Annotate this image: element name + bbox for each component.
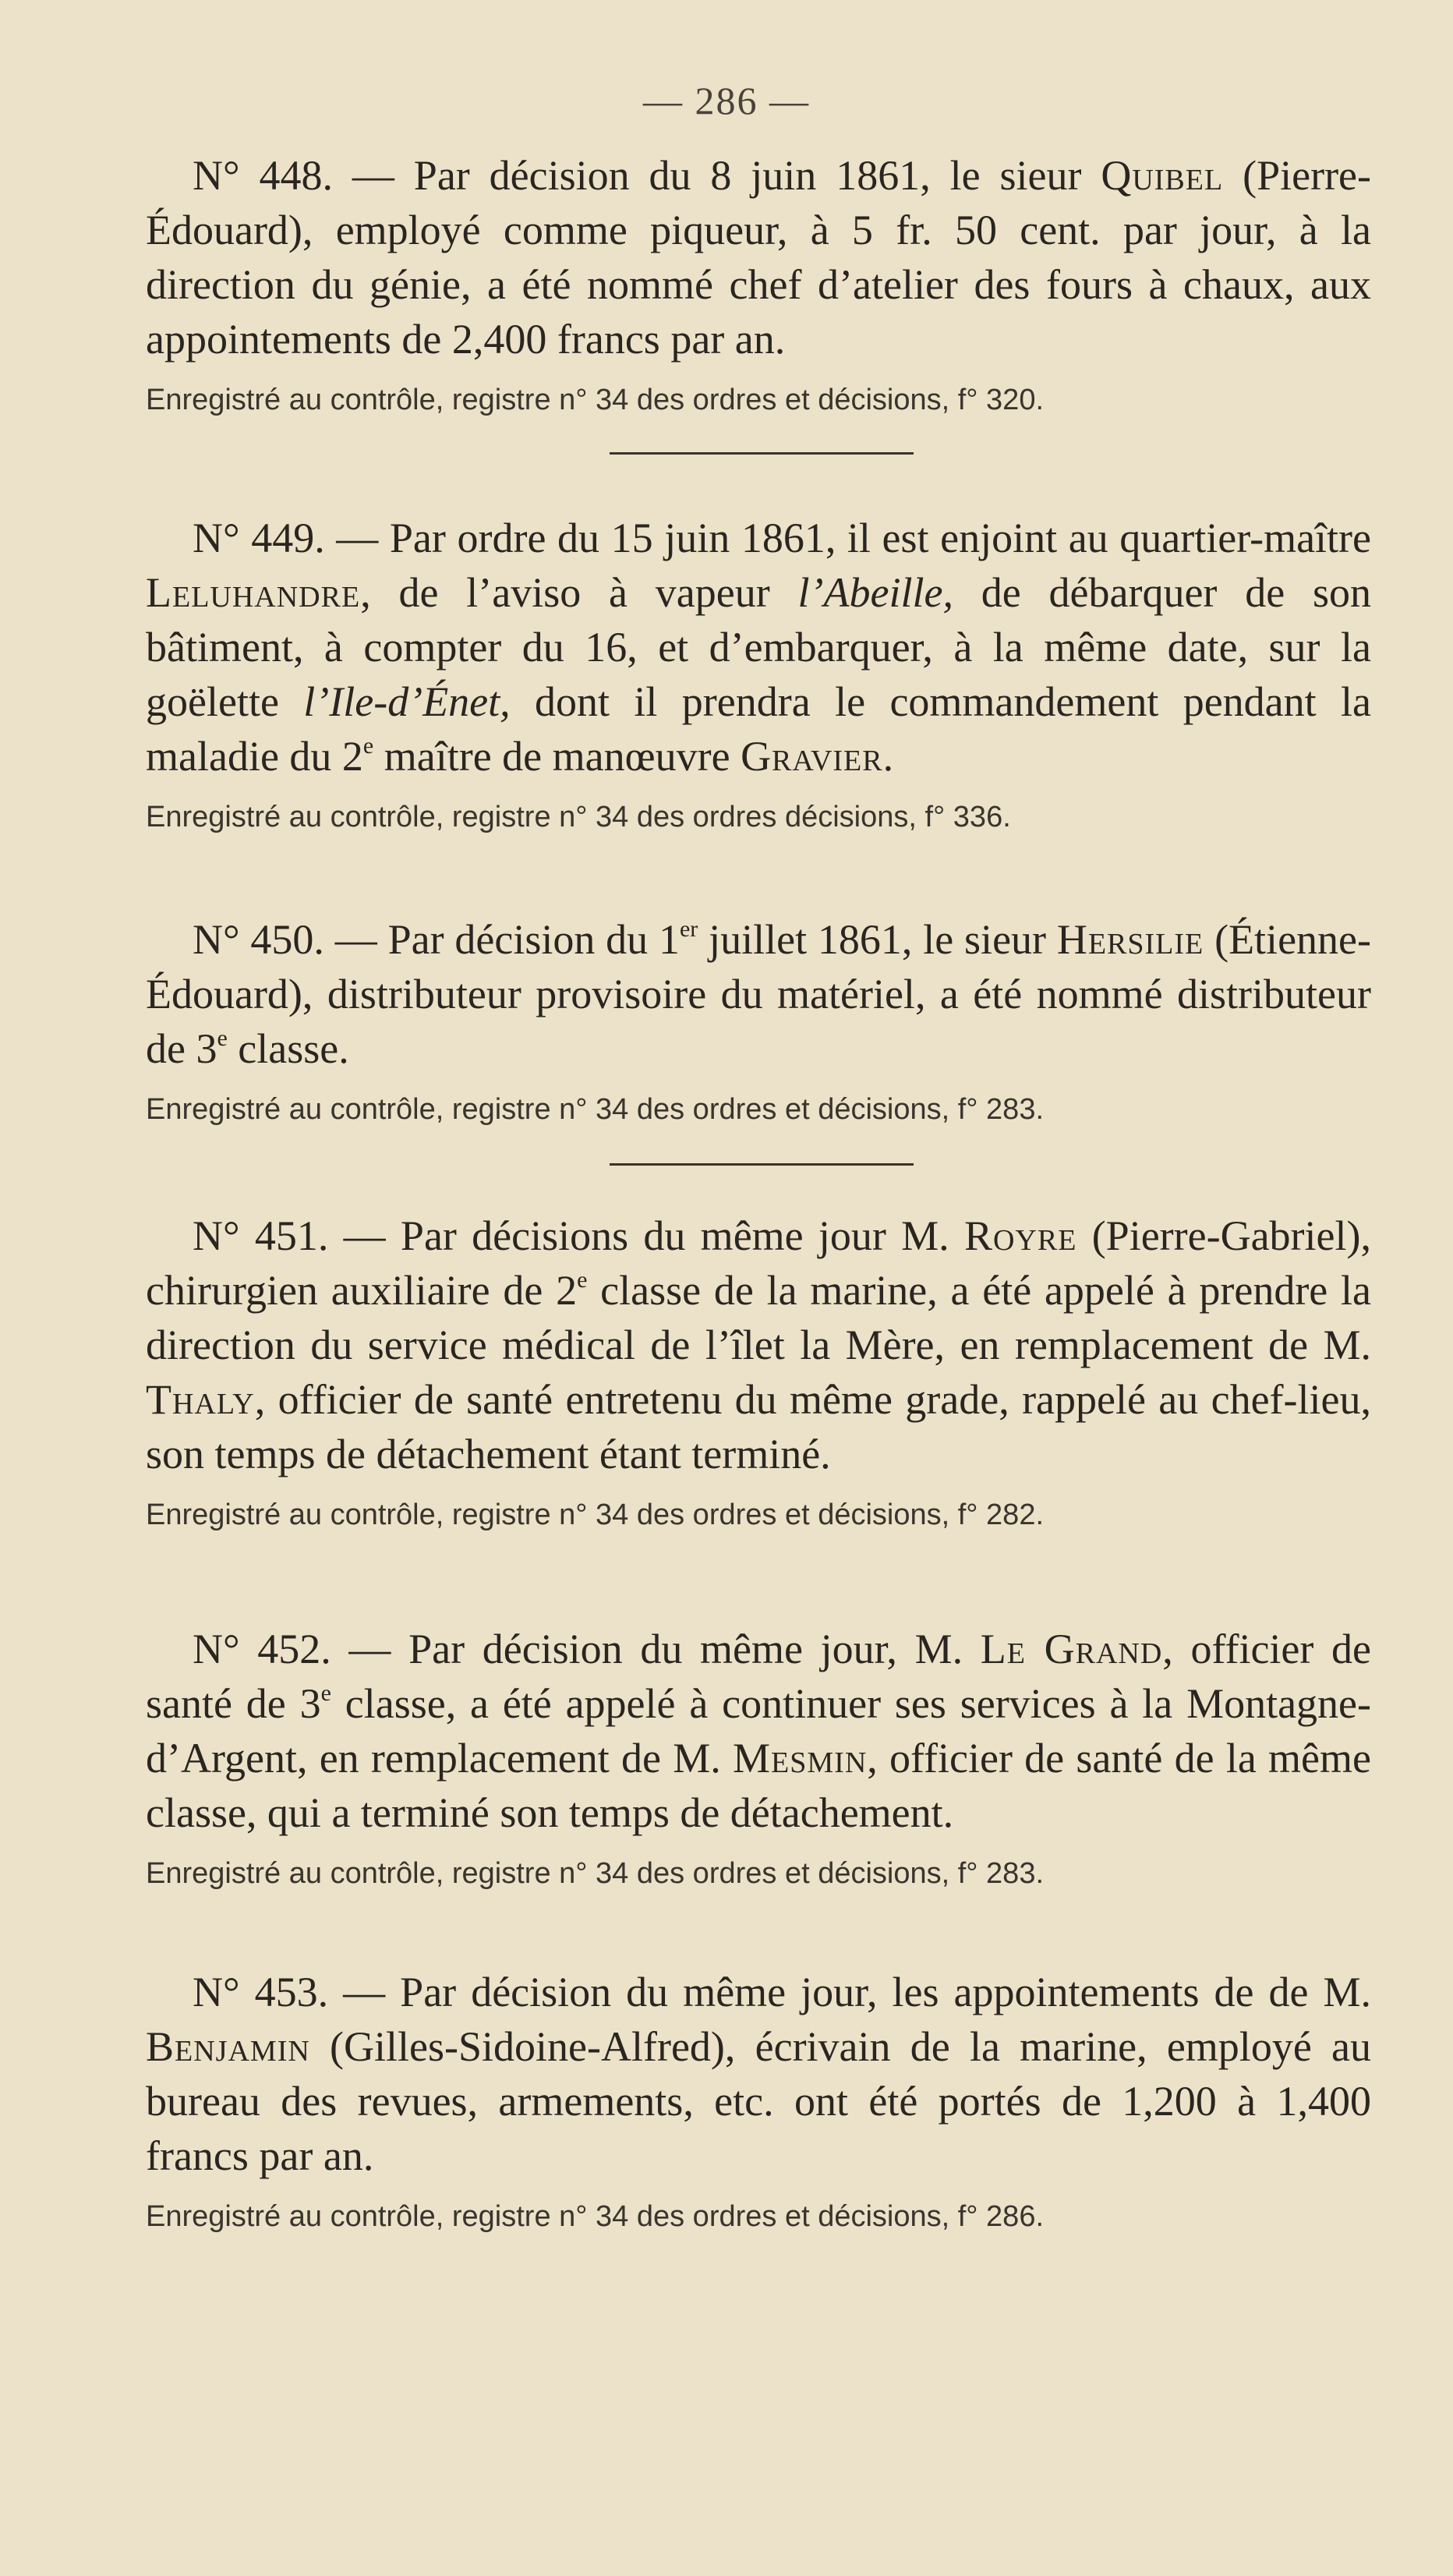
entry-text: N° 450. — Par décision du 1er juillet 1861, le sieur Hersilie (Étienne-Édouard), distributeur provisoire du matériel, a été nommé distributeur de 3e classe. xyxy=(146,916,1371,1072)
decision-entry-452 xyxy=(146,1622,1371,1891)
person-name: Royre xyxy=(963,1212,1077,1259)
person-name: Mesmin xyxy=(733,1735,868,1782)
person-name: Quibel xyxy=(1101,152,1224,199)
person-name: Gravier xyxy=(741,733,883,780)
decision-entry-453 xyxy=(146,1965,1371,2234)
ship-name: l’Abeille, xyxy=(797,569,953,616)
entry-text: N° 453. — Par décision du même jour, les appointements de de M. Benjamin (Gilles-Sidoine-Alfred), écrivain de la marine, employé au bureau des revues, armements, etc. ont été portés de 1,200 à 1,400 francs par an. xyxy=(146,1969,1371,2179)
section-divider xyxy=(610,452,914,455)
entry-number: N° 452. xyxy=(193,1626,331,1672)
entry-text: N° 451. — Par décisions du même jour M. Royre (Pierre-Gabriel), chirurgien auxiliaire de 2e classe de la marine, a été appelé à prendre la direction du service médical de l’îlet la Mère, en remplacement de M. Thaly, officier de santé entretenu du même grade, rappelé au chef-lieu, son temps de détachement étant terminé. xyxy=(146,1212,1372,1477)
entry-text: N° 449. — Par ordre du 15 juin 1861, il est enjoint au quartier-maître Leluhandre, de l’aviso à vapeur l’Abeille, de débarquer de son bâtiment, à compter du 16, et d’embarquer, à la même date, sur la goëlette l’Ile-d’Énet, dont il prendra le commandement pendant la maladie du 2e maître de manœuvre Gravier. xyxy=(146,515,1372,780)
decision-entry-451 xyxy=(146,1208,1371,1532)
page-number: — 286 — xyxy=(643,79,810,122)
person-name: Le Grand xyxy=(980,1626,1163,1672)
decision-entry-450 xyxy=(146,912,1371,1127)
person-name: Hersilie xyxy=(1056,916,1204,963)
registration-note: Enregistré au contrôle, registre n° 34 des ordres et décisions, f° 286. xyxy=(146,2200,1045,2233)
ship-name: l’Ile-d’Énet, xyxy=(303,678,511,725)
decision-entry-449 xyxy=(146,511,1371,834)
person-name: Benjamin xyxy=(146,2023,310,2070)
entry-number: N° 448. xyxy=(193,152,333,199)
registration-note: Enregistré au contrôle, registre n° 34 des ordres décisions, f° 336. xyxy=(146,801,1011,833)
entry-text: N° 452. — Par décision du même jour, M. Le Grand, officier de santé de 3e classe, a été appelé à continuer ses services à la Montagne-d’Argent, en remplacement de M. Mesmin, officier de santé de la même classe, qui a terminé son temps de détachement. xyxy=(146,1626,1371,1836)
section-divider xyxy=(610,1163,914,1166)
registration-note: Enregistré au contrôle, registre n° 34 des ordres et décisions, f° 283. xyxy=(146,1857,1045,1890)
entry-number: N° 453. xyxy=(193,1969,329,2015)
entry-number: N° 449. xyxy=(193,515,325,561)
person-name: Thaly xyxy=(146,1376,255,1423)
registration-note: Enregistré au contrôle, registre n° 34 des ordres et décisions, f° 282. xyxy=(146,1499,1045,1531)
registration-note: Enregistré au contrôle, registre n° 34 des ordres et décisions, f° 283. xyxy=(146,1093,1045,1126)
registration-note: Enregistré au contrôle, registre n° 34 des ordres et décisions, f° 320. xyxy=(146,384,1045,416)
entry-text: N° 448. — Par décision du 8 juin 1861, le sieur Quibel (Pierre-Édouard), employé comme piqueur, à 5 fr. 50 cent. par jour, à la direction du génie, a été nommé chef d’atelier des fours à chaux, aux appointements de 2,400 francs par an. xyxy=(146,152,1371,363)
entry-number: N° 451. xyxy=(193,1212,329,1259)
entry-number: N° 450. xyxy=(193,916,324,963)
decision-entry-448 xyxy=(146,148,1371,417)
person-name: Leluhandre xyxy=(146,569,361,616)
